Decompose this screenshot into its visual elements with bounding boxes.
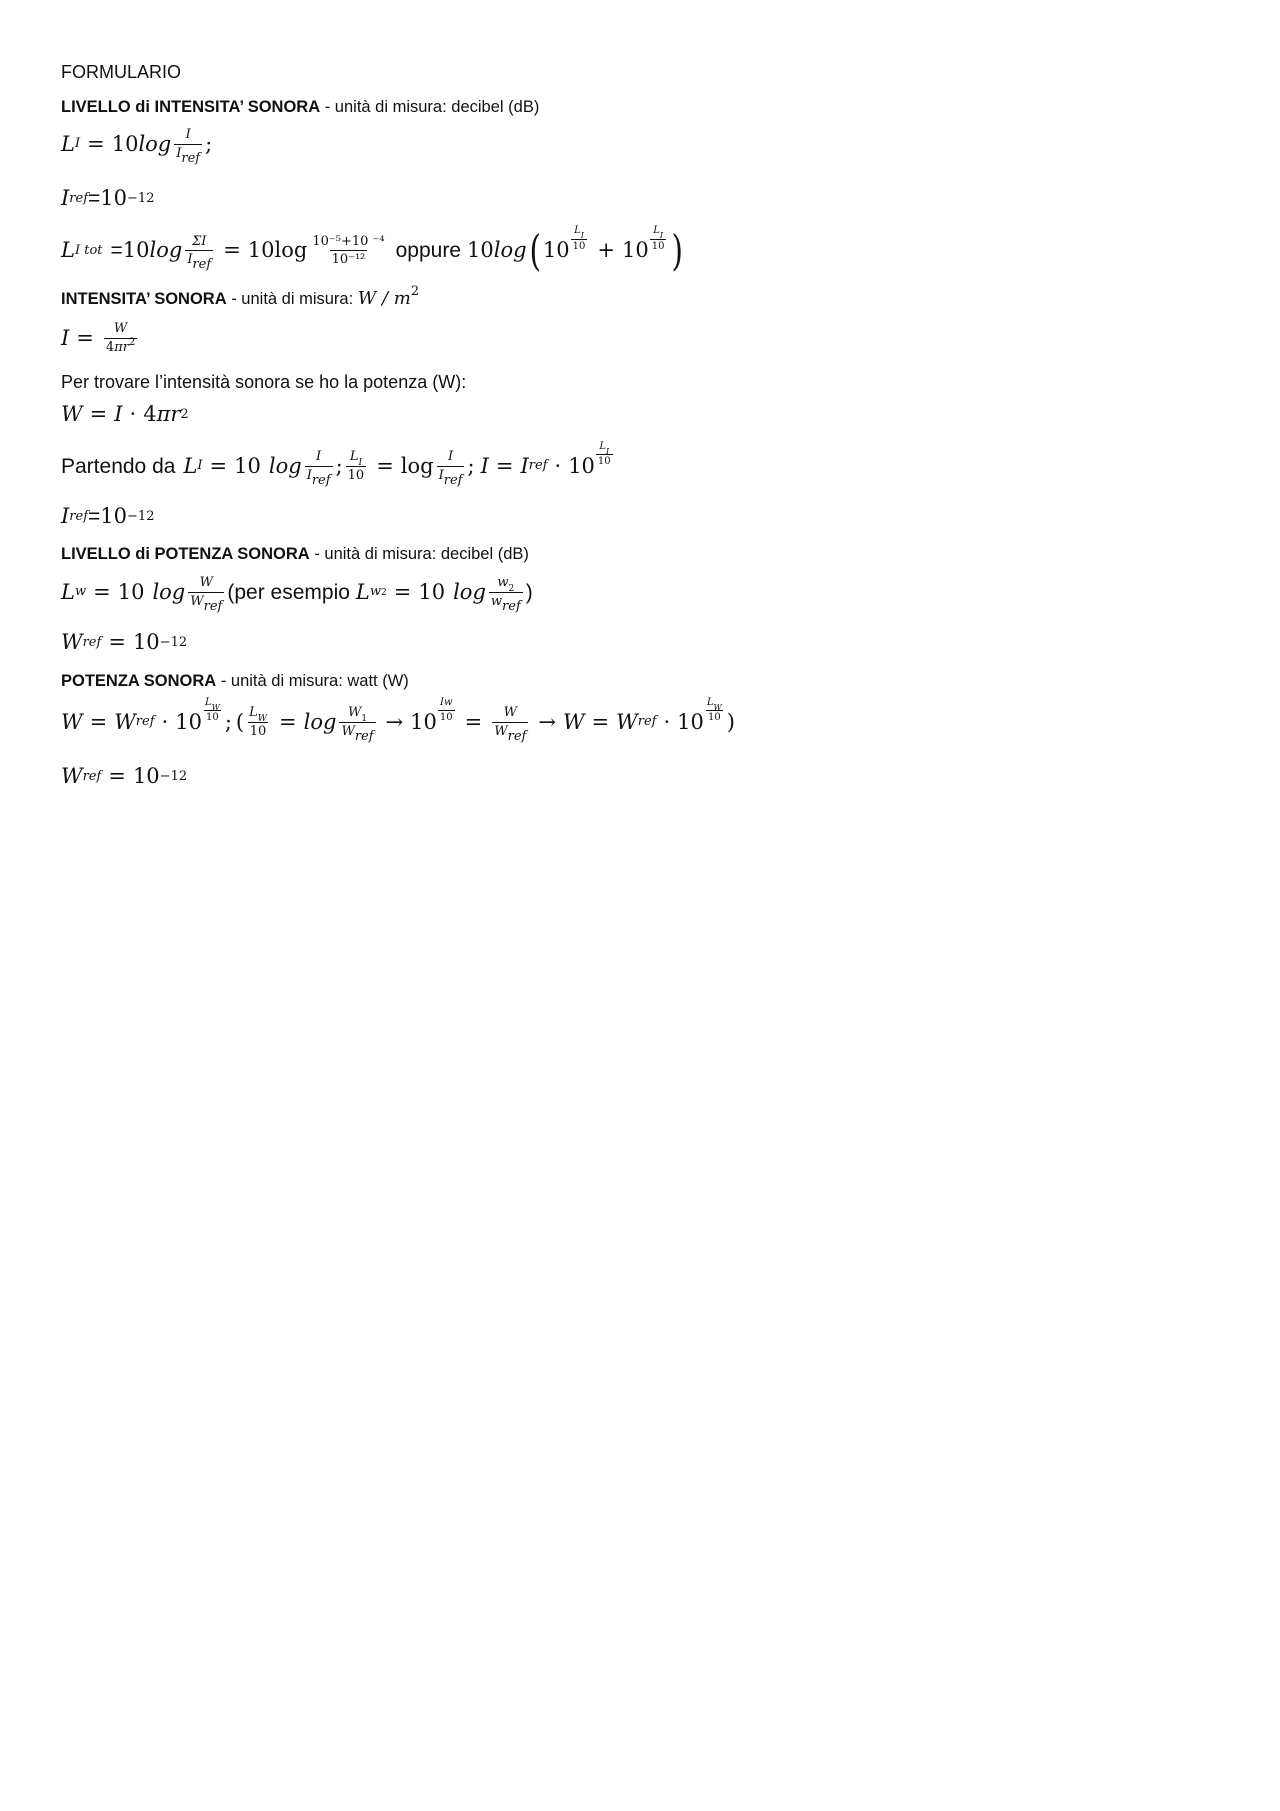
formula-livello-intensita: L I = 10 log $\frac{I}{I_{ref}}$ ;	[61, 127, 213, 166]
section-heading-intensita: INTENSITA’ SONORA - unità di misura: W / $m^2$	[61, 284, 420, 309]
formula-iref-1: I ref = 10 −12	[61, 186, 155, 210]
text-trovare-intensita: Per trovare l’intensità sonora se ho la potenza (W):	[61, 372, 467, 392]
formula-potenza: W = W ref · 10 $\frac{L_W}{10}$ ; ( $\frac{L_W}{10}$ = log $\frac{W_1}{W_{ref}}$ → 10 $\frac{Iw}{10}$ = $\frac{W}{W_{ref}}$ → W = W ref · 10 $\frac{L_W}{10}$ )	[61, 696, 735, 744]
formula-potenza-da-intensita: W = I · 4 πr 2	[61, 402, 189, 426]
formula-intensita: I = $\frac{W}{4\pi r^2}$	[61, 321, 136, 355]
formula-partendo-da: Partendo da L I = 10 log $\frac{I}{I_{ref}}$ ; $\frac{L_I}{10}$ = log $\frac{I}{I_{ref}}$ ; I = I ref · 10 $\frac{L_I}{10}$	[61, 440, 611, 488]
formula-livello-totale: L I tot = 10 log $\frac{\Sigma I}{I_{ref}}$ = 10 log $\frac{\text{10⁻⁵+10 ⁻⁴}}{\text{10⁻¹²}}$ oppure 10 log ( 10 $\frac{L_I}{10}$ + 10 $\frac{L_I}{10}$ )	[61, 225, 684, 275]
page-title: FORMULARIO	[61, 62, 182, 82]
formula-wref-2: W ref = 10 −12	[61, 764, 188, 788]
section-heading-livello-intensita: LIVELLO di INTENSITA’ SONORA - unità di misura: decibel (dB)	[61, 98, 540, 116]
section-heading-livello-potenza: LIVELLO di POTENZA SONORA - unità di misura: decibel (dB)	[61, 545, 529, 563]
formula-wref-1: W ref = 10 −12	[61, 630, 188, 654]
formula-livello-potenza: L w = 10 log $\frac{W}{W_{ref}}$ (per esempio L w2 = 10 log $\frac{w_2}{w_{ref}}$ )	[61, 575, 533, 614]
formula-iref-2: I ref = 10 −12	[61, 504, 155, 528]
section-heading-potenza: POTENZA SONORA - unità di misura: watt (W)	[61, 672, 409, 690]
